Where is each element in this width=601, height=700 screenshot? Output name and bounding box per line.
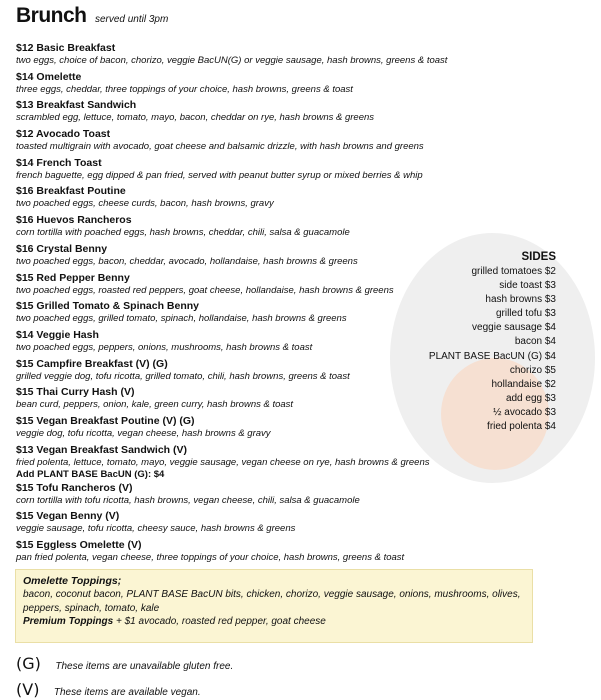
- menu-item-title: $12 Avocado Toast: [16, 128, 111, 141]
- menu-item-title: $15 Grilled Tomato & Spinach Benny: [16, 300, 200, 313]
- menu-item-description: scrambled egg, lettuce, tomato, mayo, bacon, cheddar on rye, hash browns & greens: [16, 112, 375, 124]
- menu-item-title: $15 Eggless Omelette (V): [16, 539, 142, 551]
- menu-item-description: corn tortilla with tofu ricotta, hash browns, vegan cheese, chili, salsa & guacamole: [16, 494, 360, 506]
- side-item: PLANT BASE BacUN (G) $4: [428, 350, 556, 362]
- menu-item-title: $16 Huevos Rancheros: [16, 214, 132, 227]
- menu-item: [16, 358, 456, 387]
- menu-item: [16, 185, 456, 214]
- menu-item-title: $13 Breakfast Sandwich: [16, 99, 137, 112]
- menu-item: [16, 71, 456, 100]
- menu-item-description: bean curd, peppers, onion, kale, green curry, hash browns & toast: [16, 399, 294, 411]
- menu-item-description: two poached eggs, peppers, onions, mushrooms, hash browns & toast: [16, 341, 313, 353]
- side-item: chorizo $5: [509, 364, 556, 376]
- premium-toppings-label: Premium Toppings: [23, 616, 114, 627]
- menu-item: [16, 482, 456, 511]
- menu-item-description: pan fried polenta, vegan cheese, three toppings of your choice, hash browns, greens & toast: [16, 552, 405, 563]
- menu-item-description: grilled veggie dog, tofu ricotta, grilled tomato, chili, hash browns, greens & toast: [16, 370, 350, 382]
- menu-item-description: veggie sausage, tofu ricotta, cheesy sauce, hash browns & greens: [16, 523, 296, 535]
- menu-item-description: two eggs, choice of bacon, chorizo, veggie BacUN(G) or veggie sausage, hash browns, greens & toast: [16, 55, 448, 66]
- menu-item-description: two poached eggs, cheese curds, bacon, hash browns, gravy: [16, 198, 274, 210]
- menu-item-title: $15 Campfire Breakfast (V) (G): [16, 357, 168, 370]
- menu-item-description: two poached eggs, grilled tomato, spinach, hollandaise, hash browns & greens: [16, 313, 347, 325]
- legend-gluten-free: [16, 654, 233, 674]
- menu-item-addon: Add PLANT BASE BacUN (G): $4: [16, 468, 165, 480]
- menu-item: [16, 539, 456, 568]
- side-item: veggie sausage $4: [472, 322, 556, 334]
- menu-item-title: $14 Omelette: [16, 70, 82, 83]
- side-item: fried polenta $4: [487, 421, 556, 433]
- menu-item-title: $13 Vegan Breakfast Sandwich (V): [16, 443, 187, 456]
- menu-item-title: $16 Breakfast Poutine: [16, 185, 126, 198]
- legend-text: These items are unavailable gluten free.: [55, 661, 234, 672]
- menu-item-description: veggie dog, tofu ricotta, vegan cheese, hash browns & gravy: [16, 427, 271, 439]
- menu-item: [16, 329, 456, 358]
- menu-item-description: toasted multigrain with avocado, goat cheese and balsamic drizzle, with hash browns and greens: [16, 141, 424, 153]
- menu-item: [16, 42, 456, 71]
- menu-item: [16, 99, 456, 128]
- menu-item: [16, 300, 456, 329]
- side-item: hollandaise $2: [491, 378, 556, 390]
- legend-vegan: [16, 680, 201, 700]
- side-item: grilled tomatoes $2: [471, 266, 556, 277]
- menu-item-title: $15 Vegan Breakfast Poutine (V) (G): [16, 414, 195, 427]
- side-item: side toast $3: [499, 280, 556, 292]
- menu-item-description: french baguette, egg dipped & pan fried, served with peanut butter syrup or mixed berries & whip: [16, 169, 423, 181]
- menu-item-description: fried polenta, lettuce, tomato, mayo, veggie sausage, vegan cheese on rye, hash browns & greens: [16, 456, 430, 468]
- menu-item: [16, 243, 456, 272]
- menu-item: [16, 386, 456, 415]
- menu-item: [16, 128, 456, 157]
- menu-item-description: two poached eggs, roasted red peppers, goat cheese, hollandaise, hash browns & greens: [16, 284, 394, 296]
- menu-item-title: $15 Vegan Benny (V): [16, 510, 120, 523]
- side-item: add egg $3: [505, 392, 556, 404]
- toppings-title: Omelette Toppings;: [23, 575, 122, 587]
- side-item: hash browns $3: [485, 294, 556, 306]
- menu-item-title: $15 Red Pepper Benny: [16, 271, 130, 284]
- menu-item-description: three eggs, cheddar, three toppings of your choice, hash browns, greens & toast: [16, 83, 353, 95]
- menu-item: [16, 510, 456, 539]
- omelette-toppings-box: [15, 569, 533, 643]
- menu-item-title: $12 Basic Breakfast: [16, 42, 116, 54]
- menu-header: [16, 4, 168, 28]
- page-title: Brunch: [16, 4, 87, 27]
- side-item: grilled tofu $3: [495, 308, 556, 320]
- menu-item: [16, 444, 456, 482]
- menu-item-title: $16 Crystal Benny: [16, 242, 108, 255]
- menu-item: [16, 157, 456, 186]
- side-item: bacon $4: [514, 336, 556, 348]
- brunch-menu-list: [16, 42, 456, 568]
- menu-item: [16, 272, 456, 301]
- menu-item-description: two poached eggs, bacon, cheddar, avocado, hollandaise, hash browns & greens: [16, 255, 358, 267]
- menu-item-title: $15 Tofu Rancheros (V): [16, 481, 133, 494]
- legend-symbol: (G): [16, 654, 41, 673]
- page-subtitle: served until 3pm: [94, 14, 169, 25]
- menu-item-description: corn tortilla with poached eggs, hash browns, cheddar, chili, salsa & guacamole: [16, 227, 350, 239]
- menu-item-title: $14 French Toast: [16, 156, 102, 169]
- sides-title: SIDES: [521, 251, 556, 263]
- premium-toppings-text: + $1 avocado, roasted red pepper, goat cheese: [113, 616, 326, 627]
- menu-item: [16, 214, 456, 243]
- menu-item: [16, 415, 456, 444]
- premium-toppings: [23, 615, 525, 629]
- toppings-list: bacon, coconut bacon, PLANT BASE BacUN bits, chicken, chorizo, veggie sausage, onions, mushrooms, olives, peppers, spinach, tomato, kale: [23, 589, 521, 614]
- sides-list: [408, 249, 556, 434]
- menu-item-title: $14 Veggie Hash: [16, 328, 99, 341]
- menu-item-title: $15 Thai Curry Hash (V): [16, 386, 135, 399]
- side-item: ½ avocado $3: [493, 406, 556, 418]
- legend-symbol: (V): [16, 680, 40, 699]
- legend-text: These items are available vegan.: [53, 687, 201, 698]
